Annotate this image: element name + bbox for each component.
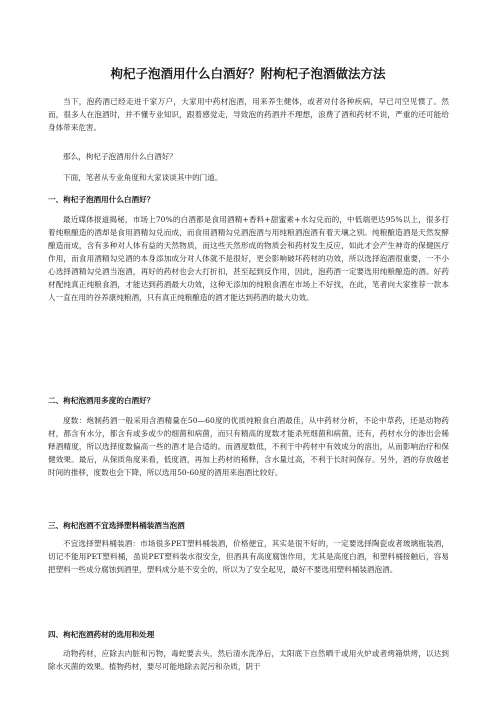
- section-4-body: 动物药材，应除去内脏和污物，毒蛇要去头，然后清水洗净后，太阳底下自然晒干或用火炉或者烤箱烘烤，以达到除水灭菌的效果。植物药材，要尽可能地除去泥污和杂质，阴干: [48, 649, 449, 671]
- section-3-body: 不宜选择塑料桶装酒：市场很多PET塑料桶装酒，价格便宜，其实是很不好的，一定要选择陶瓷或者玻璃瓶装酒，切记不能用PET塑料桶，虽说PET塑料装水很安全，但酒具有高度腐蚀作用，尤其是高度白酒，和塑料桶接触后，容易把塑料一些成分腐蚀到酒里，塑料成分是不安全的，所以为了安全起见，最好不要选用塑料桶装酒泡酒。: [48, 539, 449, 574]
- section-1-heading: 一、枸杞子泡酒用什么白酒好？: [48, 195, 155, 204]
- page-title: 枸杞子泡酒用什么白酒好？附枸杞子泡酒做法方法: [110, 66, 386, 81]
- question-paragraph: 那么，枸杞子泡酒用什么白酒好？: [63, 152, 177, 161]
- section-2-heading: 二、枸杞泡酒用多度的白酒好？: [48, 396, 155, 405]
- section-3-heading: 三、枸杞泡酒不宜选择塑料桶装酒当泡酒: [48, 521, 185, 530]
- lead-paragraph: 下面，笔者从专业角度和大家谈谈其中的门道。: [63, 173, 223, 182]
- section-4-heading: 四、枸杞泡酒药材的选用和处理: [48, 630, 155, 639]
- intro-paragraph: 当下，泡药酒已经走进千家万户，大家用中药材泡酒，用来养生健体，或者对付各种疾病，早已司空见惯了。然而，很多人在泡酒时，并不懂专业知识，跟着感觉走，导致泡的药酒并不理想，浪费了酒和药材不说，严重的还可能给身体带来危害。: [48, 97, 449, 132]
- section-1-body: 最近媒体报道揭秘，市场上70%的白酒都是食用酒精+香料+甜蜜素+水勾兑而的，中低端更达95%以上，很多打着纯粮酿造的酒却是食用酒精勾兑而成，而食用酒精勾兑酒泡酒与用纯粮酒泡酒有着天壤之别。纯粮酿造酒是天然发酵酿造而成，含有多种对人体有益的天然物质，而这些天然形成的物质会和药材发生反应，如此才会产生神奇的保健医疗作用，而食用酒精勾兑酒的本身添加成分对人体就不是很好，更会影响破坏药材的功效，所以选择泡酒很重要，一不小心选择酒精勾兑酒当泡酒，再好的药材也会大打折扣，甚至起到反作用，因此，泡药酒一定要选用纯粮酿造的酒。好药材配纯真正纯粮食酒，才能达到药酒最大功效，这种无添加的纯粮食酒在市场上不好找，在此，笔者向大家推荐一款本人一直在用的谷养康纯粮酒，只有真正纯粮酿造的酒才能达到药酒的最大功效。: [48, 215, 449, 302]
- section-2-body: 度数：炮制药酒一般采用含酒精量在50—60度的优质纯粮食白酒最佳，从中药材分析，不论中草药，还是动物药材，都含有水分，都含有或多或少的细菌和病菌，而只有精高的度数才能杀死细菌和病菌，还有，药材水分的渗出会稀释酒精度，所以选择度数偏高一些的酒才是合适的。而酒度数低，不利于中药材中有效成分的溶出，从而影响治疗和保健效果。最后，从保质角度来看，低度酒，再加上药材的稀释，含水量过高，不利于长时间保存。另外，酒的存放越老时间的推移，度数也会下降，所以选用50-60度的酒用来泡酒比较好。: [48, 416, 449, 477]
